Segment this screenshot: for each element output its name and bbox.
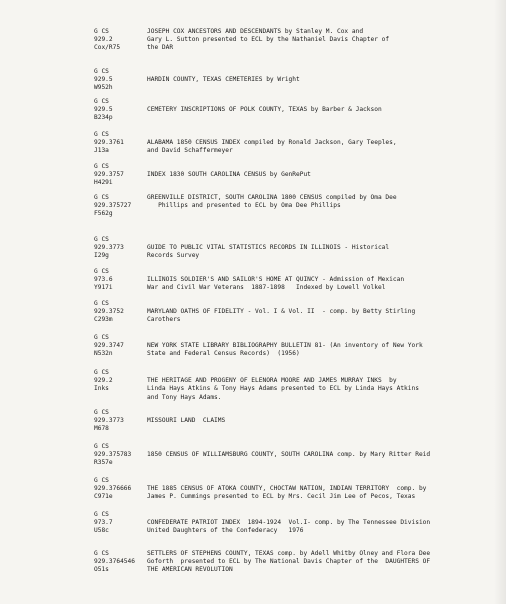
call-number-line: G CS: [94, 409, 109, 416]
call-number-line: O51s: [94, 566, 109, 574]
description-line: and Tony Hays Adams.: [147, 393, 222, 401]
call-number-line: G CS: [94, 443, 109, 450]
call-number: [94, 511, 150, 536]
entry-description: [147, 163, 467, 188]
description-line: [147, 236, 467, 244]
call-number: [94, 131, 150, 156]
call-number-line: 929.3773: [94, 244, 124, 252]
call-number-line: G CS: [94, 194, 109, 201]
entry-description: [147, 194, 467, 219]
call-number-line: G CS: [94, 68, 109, 75]
entry-description: [147, 369, 467, 402]
description-line: United Daughters of the Confederacy 1976: [147, 527, 304, 535]
entry-description: [147, 511, 467, 536]
call-number: [94, 300, 150, 325]
call-number-line: G CS: [94, 550, 109, 557]
call-number-line: 929.3752: [94, 308, 124, 316]
call-number-line: J13a: [94, 147, 109, 155]
description-line: [147, 268, 467, 276]
call-number-line: 929.3764546: [94, 558, 135, 566]
description-line: [147, 511, 467, 519]
call-number-line: 929.5: [94, 76, 113, 84]
call-number-line: G CS: [94, 477, 109, 484]
entry-description: [147, 300, 467, 325]
description-line: [147, 300, 467, 308]
call-number-line: G CS: [94, 268, 109, 275]
description-line: [147, 98, 467, 106]
call-number-line: 929.376666: [94, 485, 132, 493]
description-line: [147, 84, 467, 92]
description-line: [147, 179, 467, 187]
call-number-line: 929.375783: [94, 451, 132, 459]
call-number-line: H429i: [94, 179, 113, 187]
entry-description: [147, 28, 467, 53]
call-number-line: G CS: [94, 98, 109, 105]
description-line: THE HERITAGE AND PROGENY OF ELENORA MOORE AND JAMES MURRAY INKS by: [147, 377, 397, 385]
call-number: [94, 236, 150, 261]
entry-description: [147, 550, 467, 575]
call-number: [94, 28, 150, 53]
description-line: Carothers: [147, 316, 181, 324]
entry-description: [147, 477, 467, 502]
description-line: the DAR: [147, 44, 174, 52]
call-number-line: G CS: [94, 163, 109, 170]
description-line: James P. Cummings presented to ECL by Mrs. Cecil Jim Lee of Pecos, Texas: [147, 493, 416, 501]
call-number-line: Y917i: [94, 284, 113, 292]
entry-description: [147, 268, 467, 293]
description-line: Records Survey: [147, 252, 200, 260]
entry-description: [147, 68, 467, 93]
description-line: THE 1885 CENSUS OF ATOKA COUNTY, CHOCTAW NATION, INDIAN TERRITORY comp. by: [147, 485, 427, 493]
description-line: 1850 CENSUS OF WILLIAMSBURG COUNTY, SOUTH CAROLINA comp. by Mary Ritter Reid: [147, 451, 431, 459]
description-line: [147, 443, 467, 451]
description-line: GUIDE TO PUBLIC VITAL STATISTICS RECORDS IN ILLINOIS - Historical: [147, 244, 390, 252]
description-line: THE AMERICAN REVOLUTION: [147, 566, 233, 574]
call-number-line: G CS: [94, 334, 109, 341]
call-number-line: W952h: [94, 84, 113, 92]
call-number-line: 973.6: [94, 276, 113, 284]
call-number-line: U58c: [94, 527, 109, 535]
call-number-line: G CS: [94, 511, 109, 518]
description-line: State and Federal Census Records) (1956): [147, 350, 300, 358]
description-line: [147, 425, 467, 433]
entry-description: [147, 98, 467, 123]
call-number-line: G CS: [94, 369, 109, 376]
call-number-line: G CS: [94, 300, 109, 307]
call-number: [94, 334, 150, 359]
call-number-line: C971e: [94, 493, 113, 501]
description-line: GREENVILLE DISTRICT, SOUTH CAROLINA 1800 CENSUS compiled by Oma Dee: [147, 194, 397, 201]
call-number-line: 929.3757: [94, 171, 124, 179]
entry-description: [147, 236, 467, 261]
description-line: MISSOURI LAND CLAIMS: [147, 417, 226, 425]
entry-description: [147, 131, 467, 156]
description-line: ALABAMA 1850 CENSUS INDEX compiled by Ronald Jackson, Gary Teeples,: [147, 139, 397, 147]
description-line: [147, 210, 467, 218]
description-line: [147, 369, 467, 377]
call-number-line: 929.3747: [94, 342, 124, 350]
description-line: Gary L. Sutton presented to ECL by the Nathaniel Davis Chapter of: [147, 36, 390, 44]
description-line: [147, 131, 467, 139]
call-number: [94, 369, 150, 394]
call-number-line: 929.3761: [94, 139, 124, 147]
call-number-line: I29g: [94, 252, 109, 260]
call-number-line: B234p: [94, 114, 113, 122]
description-line: ILLINOIS SOLDIER'S AND SAILOR'S HOME AT QUINCY - Admission of Mexican: [147, 276, 405, 284]
call-number-line: F562g: [94, 210, 113, 218]
entry-description: [147, 409, 467, 434]
call-number-line: R357e: [94, 459, 113, 467]
description-line: [147, 459, 467, 467]
call-number: [94, 550, 150, 575]
call-number-line: Inks: [94, 385, 109, 393]
call-number-line: Cox/R75: [94, 44, 121, 52]
description-line: HARDIN COUNTY, TEXAS CEMETERIES by Wright: [147, 76, 300, 84]
entry-description: [147, 443, 467, 468]
description-line: [147, 68, 467, 76]
description-line: INDEX 1830 SOUTH CAROLINA CENSUS by GenRePut: [147, 171, 311, 179]
description-line: JOSEPH COX ANCESTORS AND DESCENDANTS by Stanley M. Cox and: [147, 28, 364, 35]
call-number-line: M678: [94, 425, 109, 433]
call-number-line: 929.375727: [94, 202, 132, 210]
call-number-line: N532n: [94, 350, 113, 358]
call-number-line: G CS: [94, 236, 109, 243]
call-number: [94, 443, 150, 468]
call-number: [94, 163, 150, 188]
call-number-line: 929.2: [94, 36, 113, 44]
description-line: War and Civil War Veterans 1887-1898 Indexed by Lowell Volkel: [147, 284, 386, 292]
call-number: [94, 477, 150, 502]
call-number-line: G CS: [94, 131, 109, 138]
description-line: [147, 409, 467, 417]
call-number-line: 929.2: [94, 377, 113, 385]
description-line: CEMETERY INSCRIPTIONS OF POLK COUNTY, TEXAS by Barber & Jackson: [147, 106, 382, 114]
description-line: NEW YORK STATE LIBRARY BIBLIOGRAPHY BULLETIN 81- (An inventory of New York: [147, 342, 423, 350]
call-number-line: C293m: [94, 316, 113, 324]
call-number-line: 929.5: [94, 106, 113, 114]
description-line: [147, 477, 467, 485]
description-line: [147, 163, 467, 171]
call-number-line: 973.7: [94, 519, 113, 527]
description-line: and David Schaffermeyer: [147, 147, 233, 155]
page-fold-shadow: [494, 0, 506, 604]
call-number: [94, 409, 150, 434]
call-number-line: 929.3773: [94, 417, 124, 425]
description-line: Goforth presented to ECL by The National Davis Chapter of the DAUGHTERS OF: [147, 558, 431, 566]
description-line: MARYLAND OATHS OF FIDELITY - Vol. I & Vol. II - comp. by Betty Stirling: [147, 308, 416, 316]
description-line: Linda Hays Atkins & Tony Hays Adams presented to ECL by Linda Hays Atkins: [147, 385, 419, 393]
description-line: SETTLERS OF STEPHENS COUNTY, TEXAS comp. by Adell Whitby Olney and Flora Dee: [147, 550, 431, 557]
description-line: [147, 114, 467, 122]
call-number: [94, 68, 150, 93]
call-number: [94, 194, 150, 219]
call-number-line: G CS: [94, 28, 109, 35]
call-number: [94, 268, 150, 293]
call-number: [94, 98, 150, 123]
description-line: CONFEDERATE PATRIOT INDEX 1894-1924 Vol.I- comp. by The Tennessee Division: [147, 519, 431, 527]
entry-description: [147, 334, 467, 359]
description-line: [147, 334, 467, 342]
description-line: Phillips and presented to ECL by Oma Dee Phillips: [147, 202, 341, 210]
